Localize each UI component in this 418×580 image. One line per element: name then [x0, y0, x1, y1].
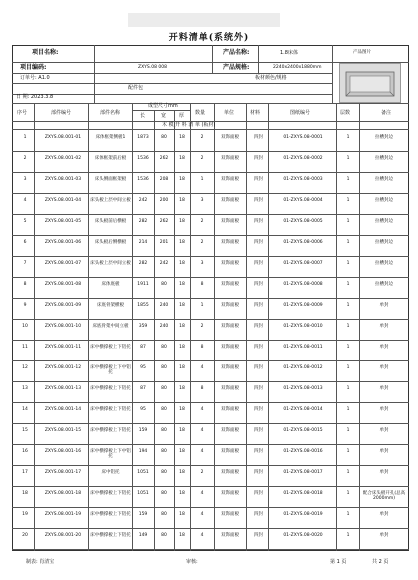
- row-seq: 4: [23, 197, 27, 203]
- row-drawing-no: 01-ZXYS.08-0001: [283, 135, 323, 140]
- row-part-name: 床头板前后横板: [94, 218, 127, 224]
- row-thickness: 18: [179, 302, 185, 308]
- row-layer: 1: [346, 407, 350, 413]
- row-thickness: 18: [179, 135, 185, 140]
- row-length: 87: [140, 344, 146, 350]
- row-divider: [12, 444, 409, 445]
- row-drawing-no: 01-ZXYS.08-0018: [283, 491, 323, 497]
- row-part-no: ZXYS.08.001-12: [44, 365, 82, 371]
- row-note: 单封: [379, 344, 389, 350]
- row-edge: 四封: [254, 218, 263, 224]
- row-material: 双饰面板: [221, 239, 239, 245]
- row-edge: 四封: [254, 260, 263, 266]
- row-width: 201: [159, 239, 169, 245]
- footer-total: 共 2 页: [372, 559, 389, 565]
- row-drawing-no: 01-ZXYS.08-0011: [283, 344, 323, 350]
- row-width: 80: [161, 428, 167, 434]
- col-part-no: 部件编号: [51, 110, 72, 116]
- row-material: 双饰面板: [221, 302, 239, 308]
- row-qty: 4: [200, 449, 204, 455]
- row-qty: 3: [200, 197, 204, 203]
- col-thickness: 厚: [179, 113, 185, 119]
- row-width: 80: [161, 533, 167, 539]
- row-material: 双饰面板: [221, 533, 239, 539]
- row-length: 359: [138, 323, 148, 329]
- row-material: 双饰面板: [221, 323, 239, 329]
- col-seq: 序号: [17, 110, 28, 116]
- row-drawing-no: 01-ZXYS.08-0008: [283, 281, 323, 287]
- row-length: 1855: [137, 302, 149, 308]
- product-name-value: 1.8床体: [280, 50, 298, 56]
- row-width: 80: [161, 491, 167, 497]
- row-thickness: 18: [179, 470, 185, 476]
- row-divider: [12, 549, 409, 550]
- row-length: 159: [138, 512, 148, 518]
- row-material: 双饰面板: [221, 428, 239, 434]
- row-drawing-no: 01-ZXYS.08-0010: [283, 323, 323, 329]
- row-material: 双饰面板: [221, 407, 239, 413]
- row-part-name: 床体底板: [101, 281, 120, 287]
- row-part-name: 床中横撑板上下铝托: [90, 491, 131, 497]
- col-drawing-no: 图纸编号: [290, 110, 311, 116]
- row-length: 1911: [137, 281, 149, 287]
- row-width: 240: [159, 323, 169, 329]
- row-length: 149: [138, 533, 148, 539]
- row-divider: [12, 193, 409, 194]
- row-thickness: 18: [179, 491, 185, 497]
- row-part-no: ZXYS.08.001-11: [44, 344, 82, 350]
- row-drawing-no: 01-ZXYS.08-0007: [283, 260, 323, 266]
- row-part-name: 床头侧面框架板: [94, 176, 127, 182]
- product-photo: [339, 63, 401, 103]
- row-length: 159: [138, 428, 148, 434]
- row-thickness: 18: [179, 176, 185, 182]
- row-material: 双饰面板: [221, 135, 239, 140]
- material-spec: 板材颜色/规格: [255, 75, 287, 81]
- row-part-no: ZXYS.08.001-06: [44, 239, 82, 245]
- row-layer: 1: [346, 281, 350, 287]
- row-qty: 4: [200, 428, 204, 434]
- row-divider: [12, 507, 409, 508]
- project-label: 项目名称:: [32, 49, 59, 56]
- row-divider: [12, 340, 409, 341]
- row-part-name: 床中横撑板上下铝托: [90, 407, 131, 413]
- row-layer: 1: [346, 449, 350, 455]
- row-drawing-no: 01-ZXYS.08-0012: [283, 365, 323, 371]
- row-drawing-no: 01-ZXYS.08-0017: [283, 470, 323, 476]
- row-material: 双饰面板: [221, 470, 239, 476]
- row-material: 双饰面板: [221, 386, 239, 392]
- row-layer: 1: [346, 176, 350, 182]
- row-part-no: ZXYS.08.001-20: [44, 533, 82, 539]
- row-edge: 四封: [254, 281, 263, 287]
- row-edge: 四封: [254, 407, 263, 413]
- row-seq: 6: [23, 239, 27, 245]
- row-qty: 8: [200, 344, 204, 350]
- row-edge: 四封: [254, 449, 263, 455]
- row-layer: 1: [346, 323, 350, 329]
- row-edge: 四封: [254, 365, 263, 371]
- row-drawing-no: 01-ZXYS.08-0013: [283, 386, 323, 392]
- row-qty: 4: [200, 365, 204, 371]
- row-part-no: ZXYS.08.001-17: [44, 470, 82, 476]
- redacted-header: [128, 13, 280, 27]
- row-width: 80: [161, 449, 167, 455]
- row-seq: 8: [23, 281, 27, 287]
- row-note: 单封: [379, 365, 389, 371]
- row-layer: 1: [346, 533, 350, 539]
- row-part-name: 床中横撑板上下铝托: [90, 344, 131, 350]
- row-edge: 四封: [254, 302, 263, 308]
- row-note: 单封: [379, 470, 389, 476]
- row-note: 单封: [379, 512, 389, 518]
- row-width: 80: [161, 365, 167, 371]
- row-layer: 1: [346, 491, 350, 497]
- row-material: 双饰面板: [221, 281, 239, 287]
- row-part-name: 床底骨架中间立板: [92, 323, 129, 329]
- row-layer: 1: [346, 470, 350, 476]
- row-width: 80: [161, 135, 167, 140]
- row-length: 1536: [137, 176, 149, 182]
- row-length: 95: [140, 365, 146, 371]
- page-title: 开料清单(系统外): [168, 33, 250, 43]
- row-seq: 9: [23, 302, 27, 308]
- order-label: 订单号: A1.0: [20, 75, 50, 81]
- row-thickness: 18: [179, 365, 185, 371]
- col-layer: 层数: [340, 110, 351, 116]
- row-drawing-no: 01-ZXYS.08-0016: [283, 449, 323, 455]
- row-part-name: 床体框架前后板: [94, 155, 127, 161]
- product-spec-value: 2240x2400x1880mm: [273, 65, 322, 70]
- row-thickness: 18: [179, 386, 185, 392]
- footer-prepared: 制表: 肖清宝: [26, 559, 55, 565]
- row-part-name: 床中横撑板上下铝托: [90, 428, 131, 434]
- row-length: 1051: [137, 491, 149, 497]
- row-part-no: ZXYS.08.001-18: [44, 491, 82, 497]
- row-part-no: ZXYS.08.001-04: [44, 197, 82, 203]
- row-width: 80: [161, 281, 167, 287]
- row-seq: 20: [22, 533, 28, 539]
- row-material: 双饰面板: [221, 155, 239, 161]
- row-note: 单封: [379, 323, 389, 329]
- row-material: 双饰面板: [221, 512, 239, 518]
- row-material: 双饰面板: [221, 176, 239, 182]
- row-part-name: 床头板后侧横板: [94, 239, 127, 245]
- row-note: 配合床头板开孔(总高2000mm): [362, 491, 406, 501]
- row-material: 双饰面板: [221, 449, 239, 455]
- row-seq: 5: [23, 218, 27, 224]
- contract-label: 项目编码:: [20, 64, 47, 71]
- row-part-no: ZXYS.08.001-02: [44, 155, 82, 161]
- row-length: 214: [138, 239, 148, 245]
- row-qty: 4: [200, 512, 204, 518]
- row-layer: 1: [346, 239, 350, 245]
- row-thickness: 18: [179, 407, 185, 413]
- row-note: 拉槽封边: [375, 197, 393, 203]
- row-seq: 3: [23, 176, 27, 182]
- row-edge: 四封: [254, 470, 263, 476]
- row-note: 拉槽封边: [375, 155, 393, 161]
- row-note: 拉槽封边: [375, 218, 393, 224]
- row-divider: [12, 256, 409, 257]
- row-drawing-no: 01-ZXYS.08-0002: [283, 155, 323, 161]
- row-drawing-no: 01-ZXYS.08-0003: [283, 176, 323, 182]
- row-part-no: ZXYS.08.001-09: [44, 302, 82, 308]
- row-note: 单封: [379, 302, 389, 308]
- row-note: 拉槽封边: [375, 260, 393, 266]
- row-part-name: 床中横撑板上下铝托: [90, 512, 131, 518]
- row-layer: 1: [346, 365, 350, 371]
- row-qty: 2: [200, 218, 204, 224]
- row-length: 95: [140, 407, 146, 413]
- row-drawing-no: 01-ZXYS.08-0004: [283, 197, 323, 203]
- row-qty: 2: [200, 135, 204, 140]
- row-divider: [12, 172, 409, 173]
- row-seq: 15: [22, 428, 28, 434]
- row-qty: 1: [200, 302, 204, 308]
- row-divider: [12, 235, 409, 236]
- row-qty: 2: [200, 155, 204, 161]
- row-qty: 3: [200, 260, 204, 266]
- row-seq: 11: [22, 344, 28, 350]
- group-title: 木 模 开 料 清 单 (板材): [162, 122, 216, 128]
- row-layer: 1: [346, 428, 350, 434]
- row-note: 单封: [379, 533, 389, 539]
- row-seq: 12: [22, 365, 28, 371]
- row-divider: [12, 486, 409, 487]
- row-qty: 2: [200, 470, 204, 476]
- row-layer: 1: [346, 135, 350, 140]
- row-note: 单封: [379, 428, 389, 434]
- row-edge: 四封: [254, 176, 263, 182]
- row-width: 208: [159, 176, 169, 182]
- col-size: 成型尺寸mm: [148, 103, 178, 109]
- row-length: 194: [138, 449, 148, 455]
- row-length: 1873: [137, 135, 149, 140]
- row-divider: [12, 465, 409, 466]
- row-edge: 四封: [254, 512, 263, 518]
- col-part-name: 部件名称: [100, 110, 121, 116]
- product-name-label: 产品名称:: [223, 49, 250, 56]
- row-edge: 四封: [254, 428, 263, 434]
- row-qty: 1: [200, 176, 204, 182]
- row-width: 200: [159, 197, 169, 203]
- row-qty: 2: [200, 239, 204, 245]
- row-layer: 1: [346, 260, 350, 266]
- row-seq: 17: [22, 470, 28, 476]
- row-edge: 四封: [254, 344, 263, 350]
- row-divider: [12, 298, 409, 299]
- row-part-name: 床中铝托: [101, 470, 120, 476]
- row-part-name: 床底骨架横板: [97, 302, 124, 308]
- row-part-no: ZXYS.08.001-15: [44, 428, 82, 434]
- row-part-no: ZXYS.08.001-10: [44, 323, 82, 329]
- row-part-name: 床中横撑板上下铝托: [90, 386, 131, 392]
- row-material: 双饰面板: [221, 197, 239, 203]
- col-material: 材料: [250, 110, 261, 116]
- row-length: 87: [140, 386, 146, 392]
- row-seq: 10: [22, 323, 28, 329]
- row-seq: 7: [23, 260, 27, 266]
- row-thickness: 18: [179, 323, 185, 329]
- row-width: 240: [159, 302, 169, 308]
- row-divider: [12, 423, 409, 424]
- row-length: 282: [138, 260, 148, 266]
- row-seq: 16: [22, 449, 28, 455]
- row-part-no: ZXYS.08.001-01: [44, 135, 82, 140]
- row-divider: [12, 381, 409, 382]
- row-width: 262: [159, 218, 169, 224]
- row-thickness: 18: [179, 155, 185, 161]
- row-width: 80: [161, 407, 167, 413]
- row-thickness: 18: [179, 428, 185, 434]
- col-length: 长: [140, 113, 146, 119]
- row-part-no: ZXYS.08.001-14: [44, 407, 82, 413]
- row-thickness: 18: [179, 218, 185, 224]
- row-note: 拉槽封边: [375, 176, 393, 182]
- row-part-name: 床体框架侧板1: [95, 135, 126, 140]
- row-seq: 13: [22, 386, 28, 392]
- row-material: 双饰面板: [221, 365, 239, 371]
- row-part-name: 床头板上层中间立板: [90, 260, 131, 266]
- row-note: 单封: [379, 407, 389, 413]
- row-layer: 1: [346, 218, 350, 224]
- row-seq: 14: [22, 407, 28, 413]
- row-qty: 2: [200, 323, 204, 329]
- row-layer: 1: [346, 197, 350, 203]
- row-edge: 四封: [254, 533, 263, 539]
- row-layer: 1: [346, 302, 350, 308]
- row-thickness: 18: [179, 239, 185, 245]
- row-thickness: 18: [179, 260, 185, 266]
- row-note: 拉槽封边: [375, 239, 393, 245]
- col-unit: 单位: [224, 110, 235, 116]
- row-width: 80: [161, 344, 167, 350]
- footer-reviewed: 审核:: [186, 559, 198, 565]
- row-part-name: 床中横撑板上下铝托: [90, 533, 131, 539]
- row-part-name: 床中横撑板上下中铝托: [90, 365, 131, 376]
- col-width: 宽: [161, 113, 167, 119]
- row-part-no: ZXYS.08.001-03: [44, 176, 82, 182]
- row-part-no: ZXYS.08.001-16: [44, 449, 82, 455]
- row-note: 单封: [379, 449, 389, 455]
- product-spec-label: 产品规格:: [223, 64, 250, 71]
- row-drawing-no: 01-ZXYS.08-0015: [283, 428, 323, 434]
- row-part-name: 床中横撑板上下中铝托: [90, 449, 131, 459]
- row-drawing-no: 01-ZXYS.08-0019: [283, 512, 323, 518]
- row-length: 1051: [137, 470, 149, 476]
- row-width: 262: [159, 155, 169, 161]
- row-thickness: 18: [179, 512, 185, 518]
- row-length: 282: [138, 218, 148, 224]
- row-drawing-no: 01-ZXYS.08-0006: [283, 239, 323, 245]
- row-width: 80: [161, 470, 167, 476]
- row-width: 80: [161, 512, 167, 518]
- row-length: 242: [138, 197, 148, 203]
- row-thickness: 18: [179, 281, 185, 287]
- row-seq: 2: [23, 155, 27, 161]
- row-layer: 1: [346, 512, 350, 518]
- row-layer: 1: [346, 344, 350, 350]
- row-part-no: ZXYS.08.001-08: [44, 281, 82, 287]
- row-seq: 1: [23, 135, 27, 140]
- row-width: 80: [161, 386, 167, 392]
- row-note: 拉槽封边: [375, 281, 393, 287]
- row-note: 拉槽封边: [375, 135, 393, 140]
- row-qty: 8: [200, 281, 204, 287]
- row-thickness: 18: [179, 533, 185, 539]
- col-note: 备注: [381, 110, 392, 116]
- row-edge: 四封: [254, 155, 263, 161]
- row-edge: 四封: [254, 386, 263, 392]
- row-drawing-no: 01-ZXYS.08-0009: [283, 302, 323, 308]
- row-drawing-no: 01-ZXYS.08-0014: [283, 407, 323, 413]
- row-part-no: ZXYS.08.001-19: [44, 512, 82, 518]
- row-divider: [12, 151, 409, 152]
- row-material: 双饰面板: [221, 218, 239, 224]
- row-note: 单封: [379, 386, 389, 392]
- row-qty: 8: [200, 386, 204, 392]
- row-edge: 四封: [254, 491, 263, 497]
- row-material: 双饰面板: [221, 344, 239, 350]
- row-material: 双饰面板: [221, 491, 239, 497]
- row-thickness: 18: [179, 344, 185, 350]
- row-thickness: 18: [179, 449, 185, 455]
- row-divider: [12, 277, 409, 278]
- row-part-no: ZXYS.08.001-05: [44, 218, 82, 224]
- row-divider: [12, 319, 409, 320]
- row-divider: [12, 214, 409, 215]
- date-label: 日 期: 2023.3.8: [16, 94, 54, 100]
- kit-label: 配件包: [128, 85, 144, 91]
- row-divider: [12, 402, 409, 403]
- row-edge: 四封: [254, 239, 263, 245]
- row-part-no: ZXYS.08.001-07: [44, 260, 82, 266]
- row-qty: 4: [200, 491, 204, 497]
- row-divider: [12, 528, 409, 529]
- row-part-name: 床头板上层中间立板: [90, 197, 131, 203]
- footer-page: 第 1 页: [330, 559, 347, 565]
- row-layer: 1: [346, 386, 350, 392]
- row-thickness: 18: [179, 197, 185, 203]
- row-qty: 4: [200, 407, 204, 413]
- row-seq: 18: [22, 491, 28, 497]
- row-width: 242: [159, 260, 169, 266]
- row-edge: 四封: [254, 197, 263, 203]
- row-seq: 19: [22, 512, 28, 518]
- row-qty: 4: [200, 533, 204, 539]
- row-edge: 四封: [254, 135, 263, 140]
- contract-value: ZXYS.08 008: [138, 65, 167, 70]
- row-material: 双饰面板: [221, 260, 239, 266]
- row-part-no: ZXYS.08.001-13: [44, 386, 82, 392]
- row-edge: 四封: [254, 323, 263, 329]
- row-divider: [12, 360, 409, 361]
- product-photo-label: 产品图片: [353, 50, 371, 55]
- row-layer: 1: [346, 155, 350, 161]
- row-drawing-no: 01-ZXYS.08-0020: [283, 533, 323, 539]
- row-length: 1536: [137, 155, 149, 161]
- col-qty: 数量: [195, 110, 206, 116]
- row-drawing-no: 01-ZXYS.08-0005: [283, 218, 323, 224]
